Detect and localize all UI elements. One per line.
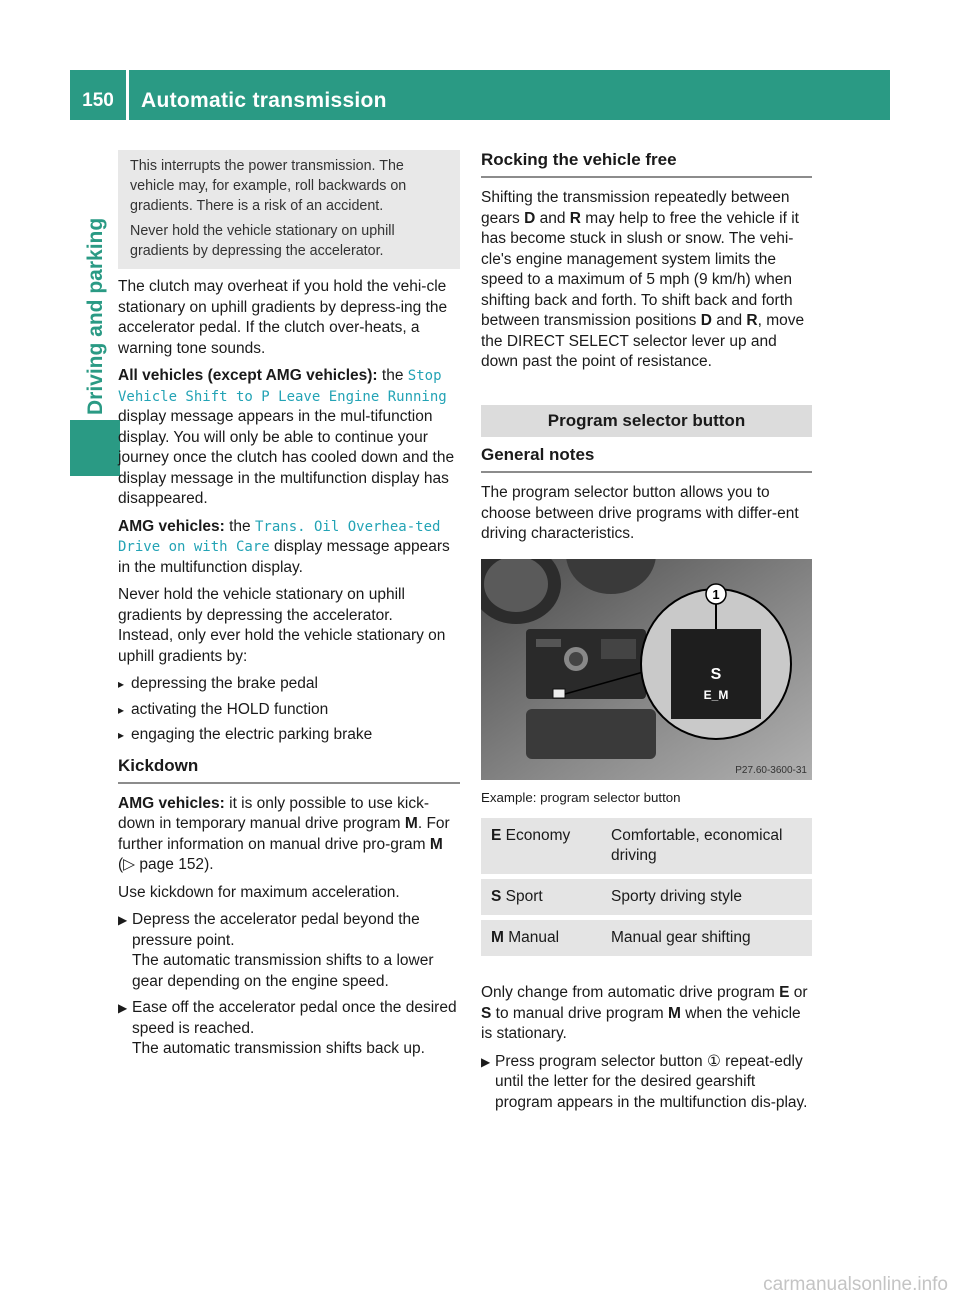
- only-change-2: to manual drive program: [495, 1004, 664, 1022]
- chapter-title: Automatic transmission: [141, 89, 387, 112]
- program-key: M Manual: [481, 920, 601, 961]
- all-vehicles-paragraph: [118, 366, 460, 510]
- header-divider: [126, 70, 129, 120]
- gear-d: D: [524, 209, 536, 227]
- step-arrow-icon: ▶: [118, 1001, 128, 1015]
- amg-post: display message appears in the multifunction display.: [118, 538, 450, 576]
- amg-pre: the: [229, 517, 251, 535]
- side-tab-label: Driving and parking: [84, 217, 107, 415]
- warning-text-2: Never hold the vehicle stationary on uphill gradients by depressing the accelerator.: [130, 223, 395, 259]
- page-number: 150: [82, 90, 114, 111]
- only-change-1: Only change from automatic drive program: [481, 984, 775, 1001]
- program-s-letter: S: [481, 1004, 492, 1022]
- program-m-letter: M: [667, 1004, 681, 1022]
- warning-text-1: This interrupts the power transmission. The vehicle may, for example, roll backwards on gradients. There is a risk of an accident.: [130, 158, 407, 214]
- rocking-paragraph: Shifting the transmission repeatedly between gears D and R may help to free the vehicle if it has become stuck in slush or snow. The vehi-cle's engine management system limits the speed to a maximum of 5 mph (9 km/h) when shifting back and forth. To shift back and forth between transmission positions D and R, move the DIRECT SELECT selector lever up and down past the point of resistance.: [481, 189, 805, 370]
- warning-box: [118, 150, 460, 269]
- amg-paragraph: [118, 517, 460, 579]
- amg-label: AMG vehicles:: [118, 517, 225, 535]
- step-result: The automatic transmission shifts back up.: [132, 1040, 425, 1057]
- all-vehicles-pre: the: [381, 367, 404, 384]
- instead-paragraph: Instead, only ever hold the vehicle stationary on uphill gradients by:: [118, 627, 446, 665]
- left-column: [118, 150, 460, 1068]
- program-description: Sporty driving style: [601, 879, 812, 920]
- instruction-step: [118, 998, 460, 1060]
- only-change-paragraph: Only change from automatic drive program E or S to manual drive program M when the vehicle is stationary.: [481, 984, 808, 1042]
- right-column: [481, 150, 812, 1119]
- instruction-step: [481, 1052, 812, 1114]
- page-reference-link[interactable]: page 152: [139, 856, 205, 873]
- kickdown-heading: Kickdown: [118, 756, 460, 784]
- table-row: [481, 818, 812, 879]
- program-description: Comfortable, economical driving: [601, 818, 812, 879]
- program-description: Manual gear shifting: [601, 920, 812, 961]
- gear-r: R: [569, 209, 581, 227]
- page-ref-icon: ▷: [123, 856, 136, 873]
- gear-r: R: [746, 312, 758, 329]
- step-arrow-icon: ▶: [481, 1054, 491, 1069]
- rocking-part1: Shifting the transmission repeatedly between gears: [481, 189, 790, 227]
- step-text: Ease off the accelerator pedal once the desired speed is reached.: [132, 999, 457, 1037]
- rocking-part3: move the DIRECT SELECT selector lever up and down past the point of resistance.: [481, 312, 805, 370]
- kickdown-amg-paragraph: AMG vehicles: it is only possible to use kick-down in temporary manual drive program M. For further information on manual drive pro-gram M (▷ page 152).: [118, 794, 450, 873]
- step-arrow-icon: ▶: [118, 913, 128, 927]
- instruction-step: [118, 910, 460, 992]
- gear-d: D: [700, 312, 712, 329]
- hold-methods-list: [118, 674, 460, 746]
- table-row: [481, 920, 812, 961]
- step-text: Depress the accelerator pedal beyond the pressure point.: [132, 911, 420, 949]
- all-vehicles-label: All vehicles (except AMG vehicles):: [118, 367, 378, 384]
- general-notes-heading: General notes: [481, 445, 812, 473]
- program-selector-figure: [481, 559, 812, 780]
- all-vehicles-post: display message appears in the mul-tifunction display. You will only be able to continue your journey once the clutch has cooled down and the display message in the multifunction display has disappeared.: [118, 408, 455, 507]
- drive-programs-table: [481, 818, 812, 961]
- rocking-part2: may help to free the vehicle if it has become stuck in slush or snow. The vehi-cle's engine management system limits the speed to a maximum of 5 mph (9 km/h) when shifting back and forth. To shift back and forth between transmission positions: [481, 209, 799, 329]
- dashboard-illustration: [481, 559, 812, 780]
- display-message-stop-vehicle: Stop Vehicle Shift to P Leave Engine Running: [118, 368, 447, 405]
- display-message-trans-oil: Trans. Oil Overhea‐ted Drive on with Care: [118, 518, 441, 555]
- figure-code: P27.60-3600-31: [735, 764, 807, 776]
- selector-em-glyph: E_M: [703, 687, 729, 702]
- list-item: ▸ engaging the electric parking brake: [118, 725, 460, 746]
- list-item: ▸ depressing the brake pedal: [118, 674, 460, 695]
- kickdown-use: Use kickdown for maximum acceleration.: [118, 883, 400, 901]
- side-tab-block: [70, 420, 120, 476]
- figure-caption: Example: program selector button: [481, 789, 681, 805]
- program-key: S Sport: [481, 879, 601, 920]
- program-key: E Economy: [481, 818, 601, 879]
- kickdown-further: For further information on manual drive pro-gram: [118, 815, 450, 853]
- kickdown-amg-text: it is only possible to use kick-down in temporary manual drive program: [118, 794, 429, 832]
- only-change-3: when the vehicle is stationary.: [481, 1004, 801, 1042]
- never-hold-paragraph: Never hold the vehicle stationary on uphill gradients by depressing the accelerator.: [118, 586, 405, 624]
- callout-1-icon: ①: [706, 1052, 721, 1070]
- kickdown-amg-label: AMG vehicles:: [118, 794, 225, 812]
- selector-s-glyph: S: [710, 665, 722, 683]
- clutch-paragraph: The clutch may overheat if you hold the vehi-cle stationary on uphill gradients by depress-ing the accelerator pedal. If the clutch over-heats, a warning tone sounds.: [118, 278, 448, 357]
- callout-number: 1: [712, 586, 720, 602]
- list-item: ▸ activating the HOLD function: [118, 700, 460, 721]
- table-row: [481, 879, 812, 920]
- step-result: The automatic transmission shifts to a lower gear depending on the engine speed.: [132, 952, 434, 990]
- press-step-pre: Press program selector button: [495, 1052, 703, 1070]
- program-m-letter: M: [404, 815, 418, 832]
- program-m-letter: M: [429, 835, 443, 853]
- program-selector-banner: Program selector button: [481, 405, 812, 438]
- press-step-post: repeat-edly until the letter for the desired gearshift program appears in the multifunction dis-play.: [495, 1052, 808, 1111]
- program-e-letter: E: [779, 984, 790, 1001]
- rocking-heading: Rocking the vehicle free: [481, 150, 812, 178]
- general-notes-text: The program selector button allows you to choose between drive programs with differ-ent driving characteristics.: [481, 484, 799, 542]
- kickdown-steps: [118, 910, 460, 1060]
- watermark: carmanualsonline.info: [763, 1274, 948, 1295]
